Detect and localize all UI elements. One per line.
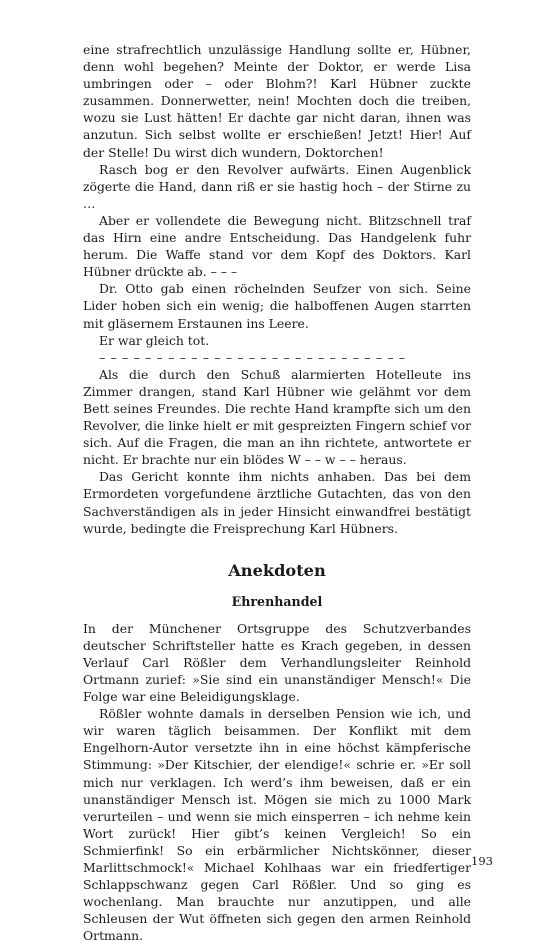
paragraph: Dr. Otto gab einen röchelnden Seufzer von sich. Seine Lider hoben sich ein wenig; die halboffenen Augen starrten mit gläsernem Erstaunen ins Leere. xyxy=(83,281,471,331)
paragraph: Er war gleich tot. xyxy=(99,332,210,348)
section-title: Anekdoten xyxy=(228,560,326,580)
paragraph: Rasch bog er den Revolver aufwärts. Einen Augenblick zögerte die Hand, dann riß er sie hastig hoch – der Stirne zu … xyxy=(83,161,471,211)
scene-separator: – – – – – – – – – – – – – – – – – – – – – – – – – – – xyxy=(99,349,406,365)
paragraph: Aber er vollendete die Bewegung nicht. Blitzschnell traf das Hirn eine andre Entscheidung. Das Handgelenk fuhr herum. Die Waffe stand vor dem Kopf des Doktors. Karl Hübner drückte ab. – – – xyxy=(83,212,471,280)
paragraph: Rößler wohnte damals in derselben Pension wie ich, und wir waren täglich beisammen. Der Konflikt mit dem Engelhorn-Autor versetzte ihn in eine höchst kämpferische Stimmung: »Der Kitschier, der elendige!« schrie er. »Er soll mich nur verklagen. Ich werd’s ihm beweisen, daß er ein unanständiger Mensch ist. Mögen sie mich zu 1000 Mark verurteilen – und wenn sie mich einsperren – ich nehme kein Wort zurück! Hier gibt’s keinen Vergleich! So ein Schmierfink! So ein erbärmlicher Nichtskönner, dieser Marlittschmock!« Michael Kohlhaas war ein friedfertiger Schlappschwanz gegen Carl Rößler. Und so ging es wochenlang. Man brauchte nur anzutippen, und alle Schleusen der Wut öffneten sich gegen den armen Reinhold Ortmann. xyxy=(83,706,471,944)
text-block xyxy=(83,41,471,945)
paragraph: In der Münchener Ortsgruppe des Schutzverbandes deutscher Schriftsteller hatte es Krach gegeben, in dessen Verlauf Carl Rößler dem Verhandlungsleiter Reinhold Ortmann zurief: »Sie sind ein unanständiger Mensch!« Die Folge war eine Beleidigungsklage. xyxy=(83,620,471,705)
paragraph: Als die durch den Schuß alarmierten Hotelleute ins Zimmer drangen, stand Karl Hübner wie gelähmt vor dem Bett seines Freundes. Die rechte Hand krampfte sich um den Revolver, die linke hielt er mit gespreizten Fingern schief vor sich. Auf die Fragen, die man an ihn richtete, antwortete er nicht. Er brachte nur ein blödes W – – w – – heraus. xyxy=(83,366,471,468)
anecdote-title: Ehrenhandel xyxy=(231,593,323,609)
paragraph: Das Gericht konnte ihm nichts anhaben. Das bei dem Ermordeten vorgefundene ärztliche Gutachten, das von den Sachverständigen als in jeder Hinsicht einwandfrei bestätigt wurde, bedingte die Freisprechung Karl Hübners. xyxy=(83,469,471,536)
paragraph: eine strafrechtlich unzulässige Handlung sollte er, Hübner, denn wohl begehen? Meinte der Doktor, er werde Lisa umbringen oder – oder Blohm?! Karl Hübner zuckte zusammen. Donnerwetter, nein! Mochten doch die treiben, wozu sie Lust hätten! Er dachte gar nicht daran, ihnen was anzutun. Sich selbst wollte er erschießen! Jetzt! Hier! Auf der Stelle! Du wirst dich wundern, Doktorchen! xyxy=(83,42,471,160)
page-number: 193 xyxy=(471,854,493,868)
